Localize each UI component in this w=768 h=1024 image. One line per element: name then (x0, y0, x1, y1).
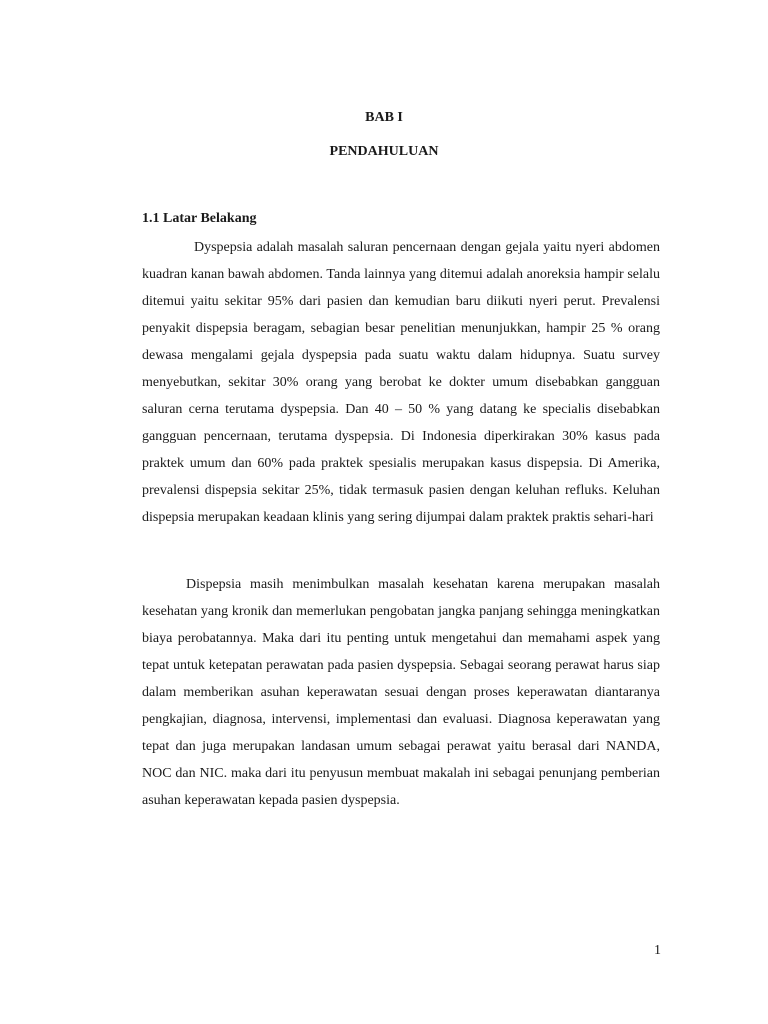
section-heading: 1.1 Latar Belakang (142, 211, 257, 226)
paragraph-2: Dispepsia masih menimbulkan masalah kesehatan karena merupakan masalah kesehatan yang kronik dan memerlukan pengobatan jangka panjang sehingga meningkatkan biaya perobatannya. Maka dari itu penting untuk mengetahui dan memahami aspek yang tepat untuk ketepatan perawatan pada pasien dyspepsia. Sebagai seorang perawat harus siap dalam memberikan asuhan keperawatan sesuai dengan proses keperawatan diantaranya pengkajian, diagnosa, intervensi, implementasi dan evaluasi. Diagnosa keperawatan yang tepat dan juga merupakan landasan umum sebagai perawat yaitu berasal dari NANDA, NOC dan NIC. maka dari itu penyusun membuat makalah ini sebagai penunjang pemberian asuhan keperawatan kepada pasien dyspepsia. (142, 577, 660, 808)
page-number: 1 (654, 943, 661, 958)
chapter-title: PENDAHULUAN (329, 144, 439, 159)
chapter-number: BAB I (365, 110, 403, 125)
paragraph-1: Dyspepsia adalah masalah saluran pencernaan dengan gejala yaitu nyeri abdomen kuadran kanan bawah abdomen. Tanda lainnya yang ditemui adalah anoreksia hampir selalu ditemui yaitu sekitar 95% dari pasien dan kemudian baru diikuti nyeri perut. Prevalensi penyakit dispepsia beragam, sebagian besar penelitian menunjukkan, hampir 25 % orang dewasa mengalami gejala dyspepsia pada suatu waktu dalam hidupnya. Suatu survey menyebutkan, sekitar 30% orang yang berobat ke dokter umum disebabkan gangguan saluran cerna terutama dyspepsia. Dan 40 – 50 % yang datang ke specialis disebabkan gangguan pencernaan, terutama dyspepsia. Di Indonesia diperkirakan 30% kasus pada praktek umum dan 60% pada praktek spesialis merupakan kasus dispepsia. Di Amerika, prevalensi dispepsia sekitar 25%, tidak termasuk pasien dengan keluhan refluks. Keluhan dispepsia merupakan keadaan klinis yang sering dijumpai dalam praktek praktis sehari-hari (142, 240, 660, 525)
